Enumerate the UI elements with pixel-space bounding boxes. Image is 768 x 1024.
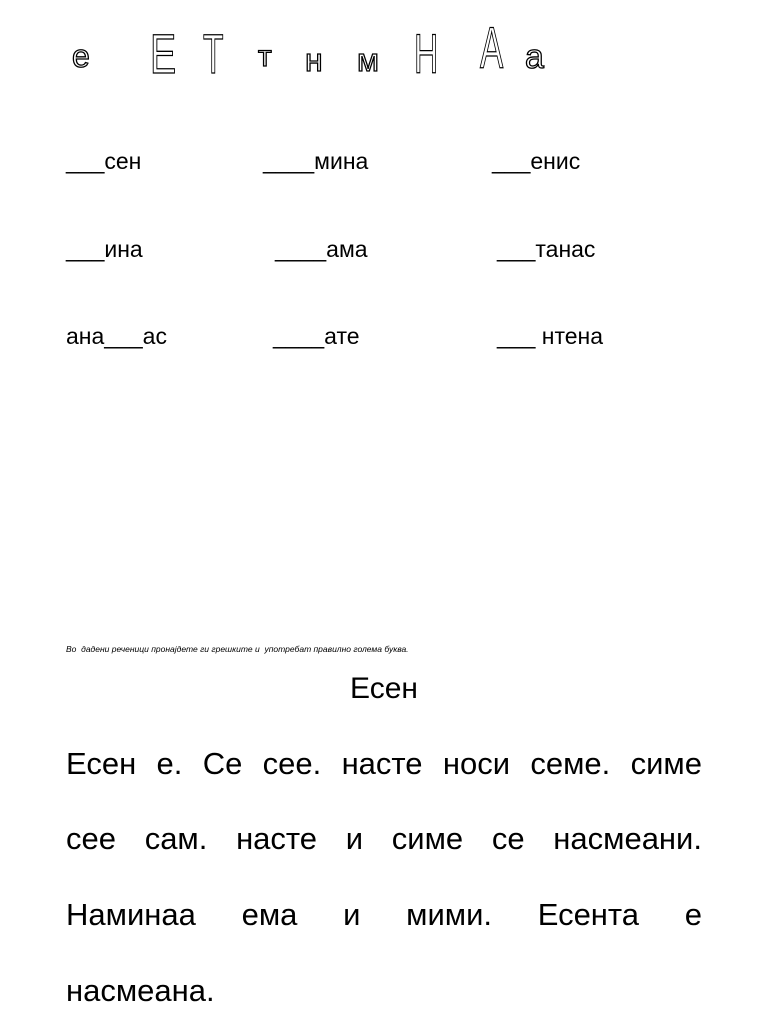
story-word: е. bbox=[156, 746, 183, 781]
outline-letter: А bbox=[480, 16, 504, 81]
story-word: Есен bbox=[66, 746, 137, 781]
story-word: семе. bbox=[530, 746, 611, 781]
story-word: насмеани. bbox=[553, 821, 702, 856]
story-word: Есента bbox=[537, 897, 640, 932]
outline-letter: Т bbox=[203, 22, 224, 85]
outline-letter: Е bbox=[150, 22, 177, 85]
story-line bbox=[66, 975, 702, 1006]
outline-letter: н bbox=[305, 42, 323, 78]
story-line bbox=[66, 823, 702, 854]
story-word: е bbox=[684, 897, 702, 932]
exercise-word: ____ате bbox=[273, 323, 360, 349]
story-word: насте bbox=[236, 821, 318, 856]
story-word: симе bbox=[391, 821, 464, 856]
exercise-word: ана___ас bbox=[66, 323, 167, 349]
story-word: сее. bbox=[262, 746, 322, 781]
exercise-word: ____ама bbox=[275, 236, 368, 262]
exercise-word: ___енис bbox=[492, 148, 581, 174]
exercise-word: ____мина bbox=[263, 148, 369, 174]
story-word: симе bbox=[630, 746, 702, 781]
story-word: и bbox=[345, 821, 364, 856]
outline-letter: а bbox=[525, 38, 544, 76]
outline-letters-row bbox=[0, 0, 768, 100]
story-word: сее bbox=[66, 821, 116, 856]
exercise-word: ___танас bbox=[497, 236, 596, 262]
story-word: Се bbox=[202, 746, 243, 781]
story-word: насте bbox=[341, 746, 423, 781]
instruction-text: Во дадени реченици пронајдете ги грешките и употребат правилно голема буква. bbox=[66, 644, 409, 654]
story-line bbox=[66, 899, 702, 930]
story-word: носи bbox=[442, 746, 511, 781]
outline-letter: м bbox=[357, 42, 379, 78]
outline-letter: е bbox=[72, 38, 90, 74]
story-title: Есен bbox=[350, 672, 418, 705]
outline-letter: Н bbox=[414, 22, 439, 85]
story-word: ема bbox=[241, 897, 298, 932]
story-line bbox=[66, 748, 702, 779]
outline-letter: т bbox=[258, 40, 272, 73]
story-word: Наминаа bbox=[66, 897, 196, 932]
exercise-word: ___сен bbox=[66, 148, 142, 174]
exercise-word: ___ина bbox=[66, 236, 143, 262]
exercise-word: ___ нтена bbox=[497, 323, 604, 349]
story-word: и bbox=[343, 897, 361, 932]
story-word: сам. bbox=[144, 821, 208, 856]
story-word: насмеана. bbox=[66, 973, 215, 1008]
story-word: мими. bbox=[406, 897, 493, 932]
story-word: се bbox=[491, 821, 525, 856]
